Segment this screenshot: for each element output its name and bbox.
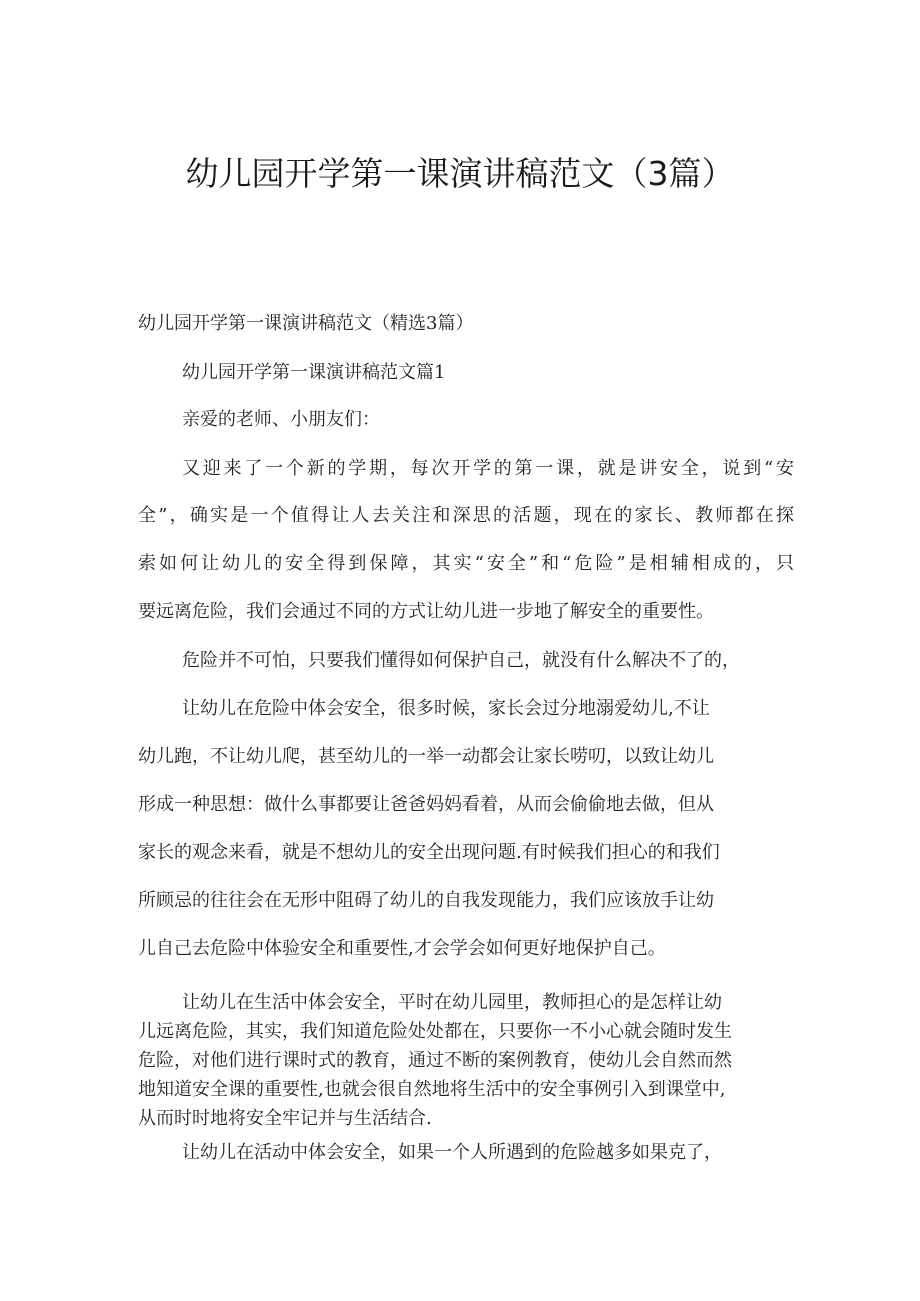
subtitle: 幼儿园开学第一课演讲稿范文（精选3篇） (138, 313, 474, 334)
page-title: 幼儿园开学第一课演讲稿范文（3篇） (185, 154, 735, 193)
paragraph-4 (138, 988, 804, 1133)
paragraph-3-line-1: 让幼儿在危险中体会安全，很多时候，家长会过分地溺爱幼儿,不让 (182, 698, 710, 719)
paragraph-4-line-1: 让幼儿在生活中体会安全，平时在幼儿园里，教师担心的是怎样让幼 (182, 992, 722, 1013)
paragraph-3-line-6: 儿自己去危险中体验安全和重要性,才会学会如何更好地保护自己。 (138, 938, 666, 959)
paragraph-4-line-3: 危险，对他们进行课时式的教育，通过不断的案例教育，使幼儿会自然而然 (138, 1050, 732, 1071)
paragraph-1-line-2: 全”，确实是一个值得让人去关注和深思的活题，现在的家长、教师都在探 (138, 505, 794, 526)
paragraph-3-line-5: 所顾忌的往往会在无形中阻碍了幼儿的自我发现能力，我们应该放手让幼 (138, 890, 714, 911)
paragraph-1-line-4: 要远离危险，我们会通过不同的方式让幼儿进一步地了解安全的重要性。 (138, 601, 714, 622)
greeting: 亲爱的老师、小朋友们： (182, 409, 380, 430)
paragraph-1-line-1: 又迎来了一个新的学期，每次开学的第一课，就是讲安全，说到“安 (182, 458, 794, 479)
paragraph-3-line-3: 形成一种思想：做什么事都要让爸爸妈妈看着，从而会偷偷地去做，但从 (138, 794, 714, 815)
paragraph-3-line-4: 家长的观念来看，就是不想幼儿的安全出现问题.有时候我们担心的和我们 (138, 842, 720, 863)
section-heading: 幼儿园开学第一课演讲稿范文篇1 (182, 362, 446, 383)
paragraph-3-line-2: 幼儿跑，不让幼儿爬，甚至幼儿的一举一动都会让家长唠叨，以致让幼儿 (138, 746, 714, 767)
paragraph-4-line-2: 儿远离危险，其实，我们知道危险处处都在，只要你一不小心就会随时发生 (138, 1021, 732, 1042)
paragraph-2: 危险并不可怕，只要我们懂得如何保护自己，就没有什么解决不了的， (182, 650, 740, 671)
paragraph-5: 让幼儿在活动中体会安全，如果一个人所遇到的危险越多如果克了， (182, 1142, 722, 1163)
paragraph-4-line-4: 地知道安全课的重要性,也就会很自然地将生活中的安全事例引入到课堂中, (138, 1079, 726, 1100)
paragraph-1-line-3: 索如何让幼儿的安全得到保障，其实“安全”和“危险”是相辅相成的，只 (138, 553, 794, 574)
paragraph-4-line-5: 从而时时地将安全牢记并与生活结合. (138, 1108, 432, 1129)
